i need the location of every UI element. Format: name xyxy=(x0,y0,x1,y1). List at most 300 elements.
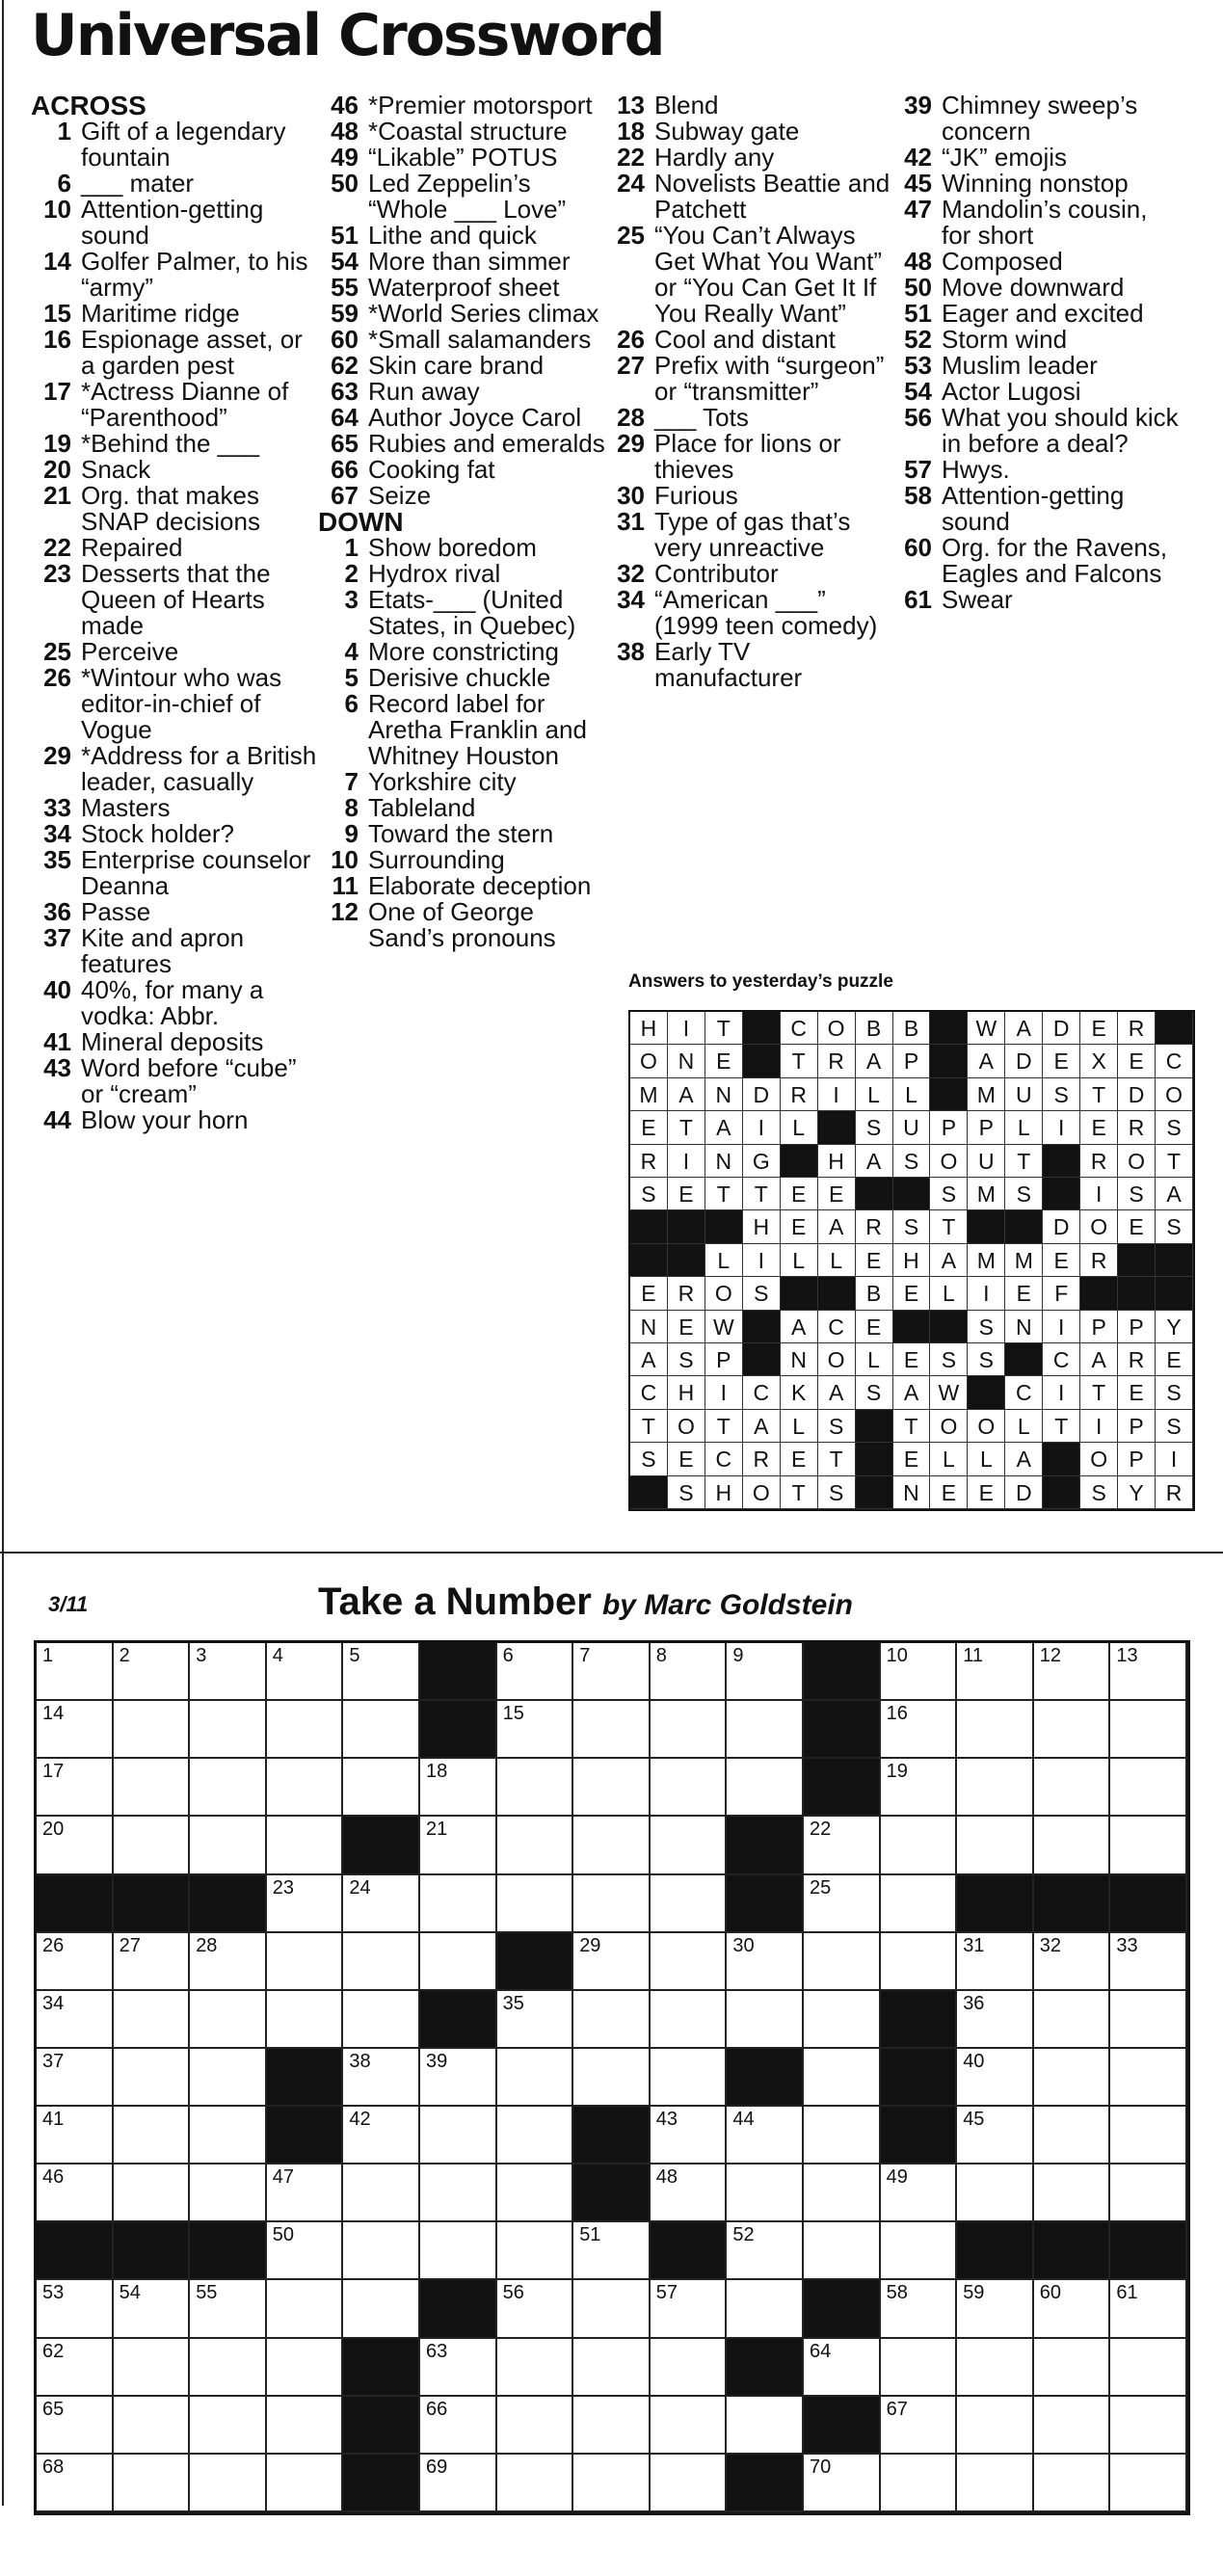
grid-cell[interactable] xyxy=(37,1701,114,1759)
answer-letter: L xyxy=(781,1111,818,1144)
grid-cell[interactable] xyxy=(957,1817,1034,1874)
grid-cell[interactable] xyxy=(804,2107,881,2164)
grid-cell[interactable] xyxy=(37,2164,114,2222)
grid-cell[interactable] xyxy=(573,1933,651,1991)
grid-cell[interactable] xyxy=(1034,2455,1111,2512)
across-clue xyxy=(31,535,320,561)
grid-cell[interactable] xyxy=(190,1933,267,1991)
grid-cell[interactable] xyxy=(1110,2339,1187,2397)
grid-cell[interactable] xyxy=(190,2339,267,2397)
grid-cell[interactable] xyxy=(573,1643,651,1701)
answer-black-square xyxy=(818,1277,856,1310)
clue-number: 29 xyxy=(617,429,645,458)
grid-cell[interactable] xyxy=(343,1643,420,1701)
grid-cell[interactable] xyxy=(267,1817,344,1874)
grid-cell[interactable] xyxy=(881,2280,958,2338)
grid-cell[interactable] xyxy=(1034,2339,1111,2397)
across-clue xyxy=(318,431,607,457)
cell-number: 67 xyxy=(886,2398,908,2420)
answer-letter: E xyxy=(856,1244,893,1277)
clue-text: Toward the stern xyxy=(368,819,554,848)
grid-cell[interactable] xyxy=(573,1701,651,1759)
answer-black-square xyxy=(1043,1476,1080,1509)
grid-cell[interactable] xyxy=(727,2222,804,2280)
grid-cell[interactable] xyxy=(727,1701,804,1759)
grid-cell[interactable] xyxy=(651,2049,728,2107)
answer-letter: H xyxy=(668,1376,705,1409)
answer-letter: I xyxy=(968,1277,1005,1310)
grid-cell[interactable] xyxy=(37,1991,114,2049)
grid-cell[interactable] xyxy=(497,2107,574,2164)
answer-black-square xyxy=(1156,1244,1193,1277)
clue-number: 12 xyxy=(331,897,359,926)
black-square xyxy=(881,1991,958,2049)
answer-letter: H xyxy=(893,1244,931,1277)
clue-text: Prefix with “surgeon” or “transmitter” xyxy=(654,351,885,406)
grid-cell[interactable] xyxy=(420,2107,497,2164)
clue-text: Elaborate deception xyxy=(368,871,592,900)
grid-cell[interactable] xyxy=(37,2339,114,2397)
grid-cell[interactable] xyxy=(573,2280,651,2338)
grid-cell[interactable] xyxy=(1034,2164,1111,2222)
clue-text: Hardly any xyxy=(654,143,775,172)
grid-cell[interactable] xyxy=(573,1759,651,1817)
clue-number: 60 xyxy=(904,533,932,562)
grid-cell[interactable] xyxy=(190,1643,267,1701)
clue-text: *World Series climax xyxy=(368,299,599,328)
grid-cell[interactable] xyxy=(343,1875,420,1933)
cell-number: 13 xyxy=(1116,1645,1138,1666)
grid-cell[interactable] xyxy=(957,2280,1034,2338)
grid-cell[interactable] xyxy=(957,2397,1034,2455)
grid-cell[interactable] xyxy=(727,1933,804,1991)
grid-cell[interactable] xyxy=(957,2049,1034,2107)
clue-text: Seize xyxy=(368,481,432,510)
grid-cell[interactable] xyxy=(420,2049,497,2107)
clue-number: 9 xyxy=(344,819,359,848)
grid-cell[interactable] xyxy=(1110,2280,1187,2338)
clue-number: 66 xyxy=(331,455,359,484)
grid-cell[interactable] xyxy=(267,2164,344,2222)
grid-cell[interactable] xyxy=(727,2107,804,2164)
clue-number: 17 xyxy=(43,377,71,406)
grid-cell[interactable] xyxy=(114,2339,191,2397)
grid-cell[interactable] xyxy=(37,1933,114,1991)
grid-cell[interactable] xyxy=(497,2164,574,2222)
grid-cell[interactable] xyxy=(114,2049,191,2107)
grid-cell[interactable] xyxy=(114,1817,191,1874)
grid-cell[interactable] xyxy=(957,1759,1034,1817)
grid-cell[interactable] xyxy=(651,1817,728,1874)
grid-cell[interactable] xyxy=(573,2339,651,2397)
grid-cell[interactable] xyxy=(1110,2455,1187,2512)
grid-cell[interactable] xyxy=(1034,1643,1111,1701)
grid-cell[interactable] xyxy=(343,2280,420,2338)
grid-cell[interactable] xyxy=(420,1875,497,1933)
answer-letter: P xyxy=(1080,1311,1118,1343)
grid-cell[interactable] xyxy=(343,2222,420,2280)
grid-cell[interactable] xyxy=(114,2397,191,2455)
grid-cell[interactable] xyxy=(881,1759,958,1817)
grid-cell[interactable] xyxy=(1034,1933,1111,1991)
black-square xyxy=(420,1643,497,1701)
answer-letter: T xyxy=(630,1410,668,1443)
grid-cell[interactable] xyxy=(1110,1759,1187,1817)
grid-cell[interactable] xyxy=(497,2049,574,2107)
grid-cell[interactable] xyxy=(881,1817,958,1874)
grid-cell[interactable] xyxy=(267,1759,344,1817)
grid-cell[interactable] xyxy=(497,2280,574,2338)
answer-letter: I xyxy=(818,1078,856,1111)
clue-text: Espionage asset, or a garden pest xyxy=(81,325,303,380)
cell-number: 8 xyxy=(655,1645,667,1666)
answer-letter: N xyxy=(1005,1311,1043,1343)
clue-text: Cool and distant xyxy=(654,325,836,354)
grid-cell[interactable] xyxy=(497,2455,574,2512)
clue-number: 7 xyxy=(344,767,359,796)
grid-cell[interactable] xyxy=(727,1759,804,1817)
grid-cell[interactable] xyxy=(1034,2049,1111,2107)
grid-cell[interactable] xyxy=(37,1643,114,1701)
grid-cell[interactable] xyxy=(804,2049,881,2107)
grid-cell[interactable] xyxy=(114,1933,191,1991)
grid-cell[interactable] xyxy=(37,2455,114,2512)
grid-cell[interactable] xyxy=(651,2455,728,2512)
clue-number: 10 xyxy=(331,845,359,874)
clue-number: 47 xyxy=(904,195,932,224)
answer-black-square xyxy=(1080,1277,1118,1310)
grid-cell[interactable] xyxy=(420,1817,497,1874)
grid-cell[interactable] xyxy=(651,1991,728,2049)
grid-cell[interactable] xyxy=(420,1759,497,1817)
grid-cell[interactable] xyxy=(727,2397,804,2455)
clue-text: Contributor xyxy=(654,559,779,588)
answer-letter: O xyxy=(1080,1443,1118,1475)
grid-cell[interactable] xyxy=(343,2049,420,2107)
grid-cell[interactable] xyxy=(957,1991,1034,2049)
grid-cell[interactable] xyxy=(1110,1991,1187,2049)
grid-cell[interactable] xyxy=(497,1875,574,1933)
answer-black-square xyxy=(743,1343,781,1376)
black-square xyxy=(497,1933,574,1991)
grid-cell[interactable] xyxy=(651,1759,728,1817)
answer-black-square xyxy=(893,1178,931,1210)
answer-letter: A xyxy=(856,1145,893,1178)
grid-cell[interactable] xyxy=(190,2049,267,2107)
answer-letter: S xyxy=(930,1178,968,1210)
across-clue xyxy=(318,275,607,301)
cell-number: 16 xyxy=(886,1703,908,1725)
grid-cell[interactable] xyxy=(190,2455,267,2512)
answer-letter: N xyxy=(630,1311,668,1343)
grid-cell[interactable] xyxy=(573,2049,651,2107)
grid-cell[interactable] xyxy=(1034,1759,1111,1817)
grid-cell[interactable] xyxy=(267,2397,344,2455)
puzzle-date: 3/11 xyxy=(48,1592,89,1616)
grid-cell[interactable] xyxy=(651,2280,728,2338)
grid-cell[interactable] xyxy=(267,1933,344,1991)
grid-cell[interactable] xyxy=(957,2339,1034,2397)
grid-cell[interactable] xyxy=(190,2280,267,2338)
grid-cell[interactable] xyxy=(190,1701,267,1759)
grid-cell[interactable] xyxy=(37,2397,114,2455)
grid-cell[interactable] xyxy=(267,1875,344,1933)
left-border-rule xyxy=(2,0,4,2506)
cell-number: 22 xyxy=(810,1819,832,1841)
down-clue xyxy=(604,119,893,145)
grid-cell[interactable] xyxy=(497,1991,574,2049)
clue-column-2 xyxy=(318,93,607,951)
grid-cell[interactable] xyxy=(114,1643,191,1701)
grid-cell[interactable] xyxy=(881,1875,958,1933)
grid-cell[interactable] xyxy=(343,2164,420,2222)
grid-cell[interactable] xyxy=(651,1701,728,1759)
answer-letter: A xyxy=(781,1311,818,1343)
grid-cell[interactable] xyxy=(343,2107,420,2164)
grid-cell[interactable] xyxy=(267,1643,344,1701)
answer-letter: H xyxy=(743,1210,781,1243)
cell-number: 3 xyxy=(196,1645,207,1666)
grid-cell[interactable] xyxy=(573,1991,651,2049)
grid-cell[interactable] xyxy=(267,2339,344,2397)
grid-cell[interactable] xyxy=(114,1991,191,2049)
grid-cell[interactable] xyxy=(804,2339,881,2397)
answer-letter: S xyxy=(1156,1210,1193,1243)
grid-cell[interactable] xyxy=(881,2397,958,2455)
answer-black-square xyxy=(1005,1210,1043,1243)
grid-cell[interactable] xyxy=(114,2164,191,2222)
grid-cell[interactable] xyxy=(881,2222,958,2280)
black-square xyxy=(957,2222,1034,2280)
across-clue xyxy=(31,249,320,301)
grid-cell[interactable] xyxy=(881,2339,958,2397)
grid-cell[interactable] xyxy=(804,2455,881,2512)
grid-cell[interactable] xyxy=(343,1759,420,1817)
cell-number: 24 xyxy=(349,1876,371,1899)
grid-cell[interactable] xyxy=(190,2107,267,2164)
black-square xyxy=(114,1875,191,1933)
clue-text: Surrounding xyxy=(368,845,505,874)
answer-letter: A xyxy=(743,1410,781,1443)
down-clue xyxy=(891,483,1181,535)
answer-letter: C xyxy=(781,1012,818,1045)
answer-letter: S xyxy=(1118,1178,1156,1210)
grid-cell[interactable] xyxy=(804,1875,881,1933)
answer-letter: N xyxy=(705,1078,743,1111)
grid-cell[interactable] xyxy=(190,2164,267,2222)
grid-cell[interactable] xyxy=(957,2455,1034,2512)
grid-cell[interactable] xyxy=(651,1875,728,1933)
clue-number: 34 xyxy=(617,585,645,614)
grid-cell[interactable] xyxy=(267,1991,344,2049)
grid-cell[interactable] xyxy=(267,1701,344,1759)
grid-cell[interactable] xyxy=(420,2455,497,2512)
grid-cell[interactable] xyxy=(1110,2107,1187,2164)
black-square xyxy=(343,1817,420,1874)
answer-letter: D xyxy=(1005,1476,1043,1509)
grid-cell[interactable] xyxy=(573,2222,651,2280)
grid-cell[interactable] xyxy=(573,2397,651,2455)
clue-column-3 xyxy=(604,93,893,691)
grid-cell[interactable] xyxy=(1110,2397,1187,2455)
grid-cell[interactable] xyxy=(1110,2164,1187,2222)
grid-cell[interactable] xyxy=(114,1759,191,1817)
cell-number: 66 xyxy=(426,2398,448,2420)
grid-cell[interactable] xyxy=(881,1643,958,1701)
across-clue xyxy=(31,899,320,925)
grid-cell[interactable] xyxy=(727,2280,804,2338)
grid-cell[interactable] xyxy=(37,1817,114,1874)
answer-black-square xyxy=(668,1210,705,1243)
grid-cell[interactable] xyxy=(1110,1817,1187,1874)
grid-cell[interactable] xyxy=(267,2280,344,2338)
grid-cell[interactable] xyxy=(727,2164,804,2222)
answer-letter: O xyxy=(930,1145,968,1178)
cell-number: 6 xyxy=(502,1645,514,1666)
cell-number: 36 xyxy=(963,1992,985,2014)
cell-number: 61 xyxy=(1116,2282,1138,2304)
grid-cell[interactable] xyxy=(420,2339,497,2397)
grid-cell[interactable] xyxy=(343,1991,420,2049)
grid-cell[interactable] xyxy=(651,2339,728,2397)
grid-cell[interactable] xyxy=(881,1701,958,1759)
clue-number: 22 xyxy=(617,143,645,172)
grid-cell[interactable] xyxy=(37,2280,114,2338)
grid-cell[interactable] xyxy=(343,1933,420,1991)
grid-cell[interactable] xyxy=(957,1701,1034,1759)
grid-cell[interactable] xyxy=(420,2164,497,2222)
clue-number: 67 xyxy=(331,481,359,510)
grid-cell[interactable] xyxy=(267,2455,344,2512)
cell-number: 48 xyxy=(655,2166,678,2189)
grid-cell[interactable] xyxy=(190,2397,267,2455)
grid-cell[interactable] xyxy=(114,2455,191,2512)
grid-cell[interactable] xyxy=(114,2107,191,2164)
grid-cell[interactable] xyxy=(727,1643,804,1701)
clue-number: 35 xyxy=(43,845,71,874)
answer-letter: I xyxy=(668,1145,705,1178)
answer-letter: U xyxy=(968,1145,1005,1178)
answer-letter: A xyxy=(818,1210,856,1243)
grid-cell[interactable] xyxy=(37,1759,114,1817)
grid-cell[interactable] xyxy=(1034,2280,1111,2338)
grid-cell[interactable] xyxy=(1034,1701,1111,1759)
grid-cell[interactable] xyxy=(497,1643,574,1701)
grid-cell[interactable] xyxy=(114,2280,191,2338)
grid-cell[interactable] xyxy=(804,1991,881,2049)
grid-cell[interactable] xyxy=(37,2049,114,2107)
cell-number: 12 xyxy=(1039,1645,1062,1666)
grid-cell[interactable] xyxy=(957,1933,1034,1991)
grid-cell[interactable] xyxy=(881,2455,958,2512)
clue-text: Muslim leader xyxy=(942,351,1098,380)
grid-cell[interactable] xyxy=(573,1875,651,1933)
grid-cell[interactable] xyxy=(957,2164,1034,2222)
grid-cell[interactable] xyxy=(1110,2049,1187,2107)
grid-cell[interactable] xyxy=(114,1701,191,1759)
grid-cell[interactable] xyxy=(727,1991,804,2049)
answer-letter: S xyxy=(630,1443,668,1475)
grid-cell[interactable] xyxy=(190,1991,267,2049)
answer-black-square xyxy=(1156,1277,1193,1310)
cell-number: 68 xyxy=(42,2456,65,2478)
clue-number: 52 xyxy=(904,325,932,354)
grid-cell[interactable] xyxy=(1110,1701,1187,1759)
grid-cell[interactable] xyxy=(343,1701,420,1759)
clue-number: 51 xyxy=(904,299,932,328)
grid-cell[interactable] xyxy=(497,2222,574,2280)
grid-cell[interactable] xyxy=(957,2107,1034,2164)
grid-cell[interactable] xyxy=(804,2164,881,2222)
grid-cell[interactable] xyxy=(651,2107,728,2164)
grid-cell[interactable] xyxy=(190,1817,267,1874)
grid-cell[interactable] xyxy=(573,1817,651,1874)
grid-cell[interactable] xyxy=(804,1817,881,1874)
clue-number: 55 xyxy=(331,273,359,302)
clue-number: 57 xyxy=(904,455,932,484)
grid-cell[interactable] xyxy=(804,2222,881,2280)
clue-text: Org. that makes SNAP decisions xyxy=(81,481,260,536)
grid-cell[interactable] xyxy=(957,1643,1034,1701)
grid-cell[interactable] xyxy=(497,1759,574,1817)
answer-letter: O xyxy=(668,1410,705,1443)
black-square xyxy=(190,2222,267,2280)
answer-letter: O xyxy=(743,1476,781,1509)
grid-cell[interactable] xyxy=(1110,1643,1187,1701)
grid-cell[interactable] xyxy=(651,1643,728,1701)
grid-cell[interactable] xyxy=(881,2164,958,2222)
grid-cell[interactable] xyxy=(1034,2397,1111,2455)
clue-number: 4 xyxy=(344,637,359,666)
answer-letter: E xyxy=(893,1343,931,1376)
grid-cell[interactable] xyxy=(37,2107,114,2164)
down-clue xyxy=(604,327,893,353)
grid-cell[interactable] xyxy=(267,2222,344,2280)
clue-text: ___ mater xyxy=(81,169,195,198)
grid-cell[interactable] xyxy=(573,2455,651,2512)
black-square xyxy=(727,2049,804,2107)
grid-cell[interactable] xyxy=(1034,1817,1111,1874)
grid-cell[interactable] xyxy=(420,1933,497,1991)
cell-number: 10 xyxy=(886,1645,908,1666)
grid-cell[interactable] xyxy=(420,2397,497,2455)
grid-cell[interactable] xyxy=(804,1933,881,1991)
grid-cell[interactable] xyxy=(1110,1933,1187,1991)
answer-letter: S xyxy=(856,1376,893,1409)
grid-cell[interactable] xyxy=(651,2164,728,2222)
grid-cell[interactable] xyxy=(497,1701,574,1759)
grid-cell[interactable] xyxy=(651,2397,728,2455)
cell-number: 51 xyxy=(579,2224,601,2246)
grid-cell[interactable] xyxy=(497,2339,574,2397)
grid-cell[interactable] xyxy=(1034,2107,1111,2164)
grid-cell[interactable] xyxy=(190,1759,267,1817)
grid-cell[interactable] xyxy=(420,2222,497,2280)
cell-number: 49 xyxy=(886,2166,908,2189)
page-title: Universal Crossword xyxy=(31,2,664,69)
down-clue xyxy=(891,249,1181,275)
answer-letter: A xyxy=(818,1376,856,1409)
down-clue xyxy=(318,795,607,821)
clue-text: Move downward xyxy=(942,273,1125,302)
grid-cell[interactable] xyxy=(881,1933,958,1991)
grid-cell[interactable] xyxy=(1034,1991,1111,2049)
black-square xyxy=(343,2397,420,2455)
grid-cell[interactable] xyxy=(497,1817,574,1874)
grid-cell[interactable] xyxy=(497,2397,574,2455)
grid-cell[interactable] xyxy=(651,1933,728,1991)
clue-number: 15 xyxy=(43,299,71,328)
